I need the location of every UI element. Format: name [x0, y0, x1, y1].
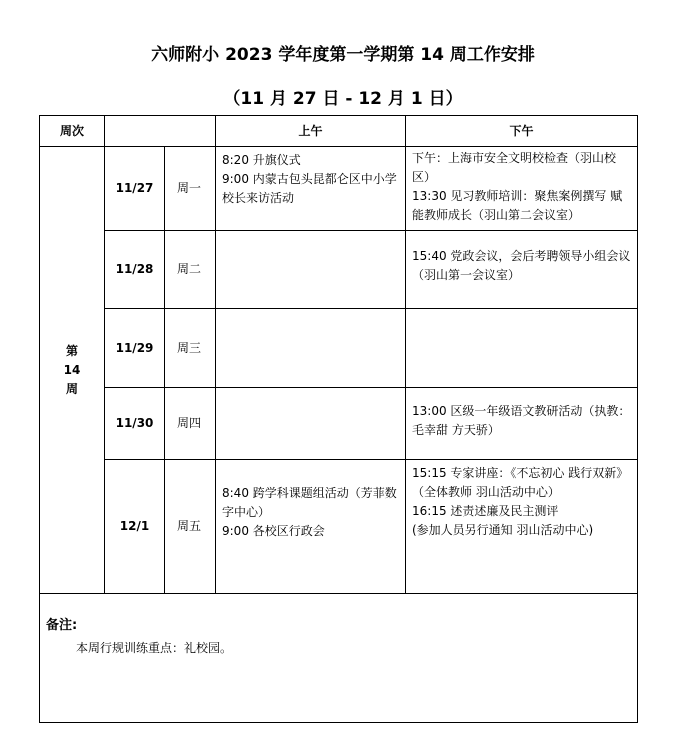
notes-label: 备注:	[46, 618, 78, 633]
notes-row	[40, 594, 638, 723]
afternoon-cell	[406, 147, 638, 231]
page-title: 六师附小 2023 学年度第一学期第 14 周工作安排	[151, 45, 535, 65]
morning-cell	[216, 309, 406, 388]
afternoon-item: (参加人员另行通知 羽山活动中心)	[412, 523, 594, 537]
morning-item: 9:00 各校区行政会	[222, 524, 325, 538]
table-row	[40, 231, 638, 309]
date-cell: 11/27	[105, 147, 165, 231]
afternoon-item: 15:40 党政会议，会后考聘领导小组会议（羽山第一会议室）	[412, 249, 631, 282]
day-cell: 周一	[165, 147, 216, 231]
day-cell: 周五	[165, 460, 216, 594]
table-row	[40, 388, 638, 460]
schedule-table	[39, 115, 638, 723]
header-week: 周次	[40, 116, 105, 147]
afternoon-cell	[406, 388, 638, 460]
afternoon-item: 13:30 见习教师培训：聚焦案例撰写 赋能教师成长（羽山第二会议室）	[412, 189, 623, 222]
week-cell	[40, 147, 105, 594]
date-cell: 11/28	[105, 231, 165, 309]
afternoon-cell	[406, 231, 638, 309]
table-row	[40, 147, 638, 231]
afternoon-item: 16:15 述责述廉及民主测评	[412, 504, 559, 518]
day-cell: 周四	[165, 388, 216, 460]
morning-cell	[216, 231, 406, 309]
date-cell: 12/1	[105, 460, 165, 594]
table-row	[40, 460, 638, 594]
day-cell: 周二	[165, 231, 216, 309]
afternoon-item: 下午：上海市安全文明校检查（羽山校区）	[412, 151, 617, 184]
afternoon-cell	[406, 309, 638, 388]
afternoon-item: 13:00 区级一年级语文教研活动（执教：毛幸甜 方天骄）	[412, 404, 631, 437]
notes-text: 本周行规训练重点：礼校园。	[76, 641, 233, 655]
week-label-line2: 14	[63, 362, 81, 377]
afternoon-cell	[406, 460, 638, 594]
date-range: （11 月 27 日 - 12 月 1 日）	[223, 89, 463, 109]
morning-item: 8:20 升旗仪式	[222, 153, 301, 167]
notes-cell	[40, 594, 638, 723]
table-row	[40, 309, 638, 388]
morning-item: 8:40 跨学科课题组活动（芳菲数字中心）	[222, 486, 397, 519]
morning-cell	[216, 388, 406, 460]
morning-item: 9:00 内蒙古包头昆都仑区中小学校长来访活动	[222, 172, 397, 205]
header-row	[40, 116, 638, 147]
morning-cell	[216, 147, 406, 231]
date-cell: 11/29	[105, 309, 165, 388]
header-morning: 上午	[216, 116, 406, 147]
header-date	[105, 116, 216, 147]
week-label-line3: 周	[65, 381, 78, 396]
date-cell: 11/30	[105, 388, 165, 460]
afternoon-item: 15:15 专家讲座：《不忘初心 践行双新》（全体教师 羽山活动中心）	[412, 466, 629, 499]
day-cell: 周三	[165, 309, 216, 388]
week-label-line1: 第	[65, 343, 78, 358]
header-afternoon: 下午	[406, 116, 638, 147]
morning-cell	[216, 460, 406, 594]
